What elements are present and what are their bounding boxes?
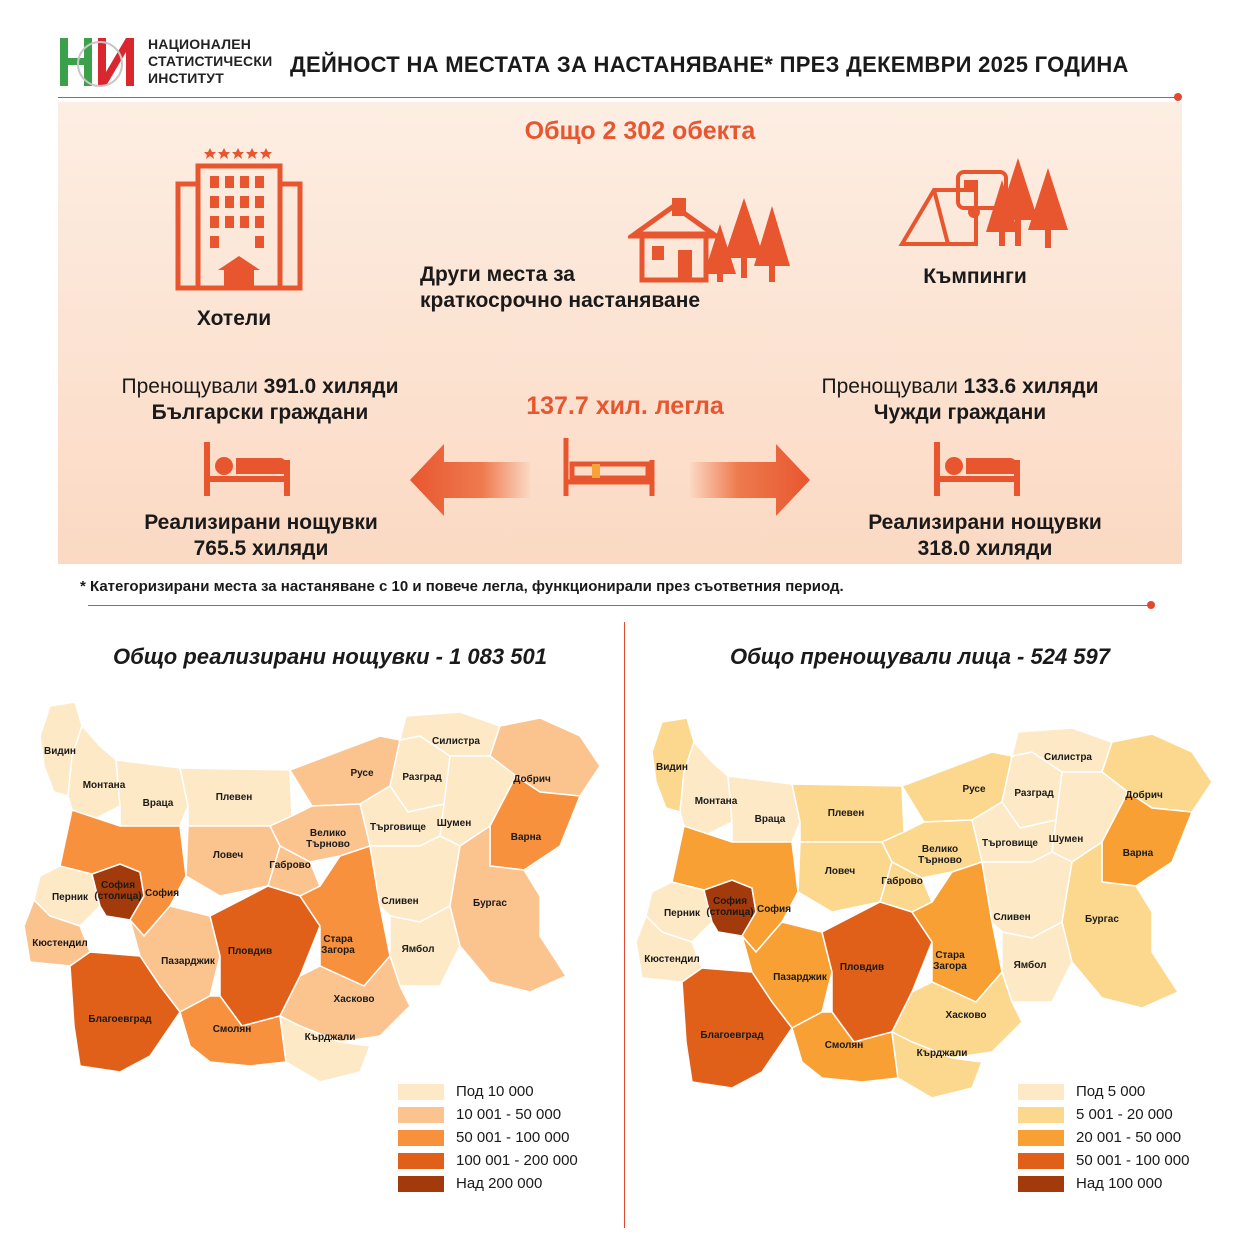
- region-label: Добрич: [1125, 790, 1163, 801]
- region-label: Търговище: [370, 822, 426, 833]
- legend-swatch: [1018, 1153, 1064, 1169]
- region-label: Ловеч: [212, 850, 244, 861]
- map2: [632, 712, 1232, 1102]
- map1: [20, 696, 620, 1086]
- region-ловеч: [186, 826, 280, 896]
- region-label: Хасково: [333, 994, 375, 1005]
- region-label: София: [756, 904, 792, 915]
- region-label: Сливен: [993, 912, 1031, 923]
- foreign-prefix: Пренощували: [821, 375, 964, 398]
- legend-label: 50 001 - 100 000: [1076, 1152, 1190, 1169]
- foreign-overnight: [800, 374, 1120, 426]
- region-label: Шумен: [436, 818, 472, 829]
- foreign-nights: [820, 510, 1150, 562]
- region-label: Кърджали: [916, 1048, 968, 1059]
- map-divider: [624, 622, 625, 1228]
- map1-legend-item: [398, 1172, 578, 1195]
- page-title: ДЕЙНОСТ НА МЕСТАТА ЗА НАСТАНЯВАНЕ* ПРЕЗ ДЕКЕМВРИ 2025 ГОДИНА: [290, 52, 1129, 77]
- bulgarian-nights-value: 765.5 хиляди: [193, 537, 329, 560]
- region-label: Хасково: [945, 1010, 987, 1021]
- region-label: Бургас: [1085, 914, 1119, 925]
- bulgarian-overnight-line-1: [100, 374, 420, 400]
- map2-legend-item: [1018, 1080, 1189, 1103]
- bulgarian-nights: [96, 510, 426, 562]
- region-label: Силистра: [432, 736, 480, 747]
- region-label: Ловеч: [824, 866, 856, 877]
- region-label: Смолян: [212, 1024, 252, 1035]
- foreign-nights-label: Реализирани нощувки: [868, 511, 1102, 534]
- legend-label: Под 5 000: [1076, 1083, 1146, 1100]
- legend-swatch: [1018, 1176, 1064, 1192]
- logo-line-3: ИНСТИТУТ: [148, 70, 224, 86]
- map2-legend-item: [1018, 1103, 1189, 1126]
- other-places-line-1: Други места за: [420, 263, 575, 286]
- region-label: Перник: [663, 908, 701, 919]
- legend-label: 20 001 - 50 000: [1076, 1129, 1182, 1146]
- region-label: Разград: [402, 772, 442, 783]
- other-places-label: [420, 262, 700, 314]
- region-label: Ямбол: [401, 944, 435, 955]
- region-label: Монтана: [82, 780, 126, 791]
- footnote: * Категоризирани места за настаняване с 10 и повече легла, функционирали през съответния период.: [80, 578, 844, 595]
- foreign-value: 133.6: [963, 375, 1017, 398]
- bulgarian-nights-label: Реализирани нощувки: [144, 511, 378, 534]
- bulgarian-citizens: Български граждани: [151, 401, 369, 424]
- region-label: Враца: [754, 814, 786, 825]
- region-label: Русе: [350, 768, 374, 779]
- region-ловеч: [798, 842, 892, 912]
- foreign-nights-value: 318.0 хиляди: [917, 537, 1053, 560]
- bulgarian-value: 391.0: [263, 375, 317, 398]
- nsi-logo: [58, 34, 138, 90]
- region-label: Сливен: [381, 896, 419, 907]
- map1-legend-item: [398, 1103, 578, 1126]
- arrow-left-icon: [410, 444, 530, 521]
- foreign-citizens: Чужди граждани: [873, 401, 1047, 424]
- bed-icon-bulgarian: [202, 440, 292, 503]
- hotels-label: Хотели: [196, 307, 272, 330]
- region-label: Габрово: [881, 876, 923, 887]
- foreign-suffix: хиляди: [1016, 375, 1099, 398]
- legend-label: Под 10 000: [456, 1083, 534, 1100]
- map1-legend-item: [398, 1080, 578, 1103]
- region-label: София (столица): [94, 880, 142, 902]
- footnote-rule: [88, 605, 1152, 606]
- camping-icon: [898, 150, 1070, 259]
- region-label: Благоевград: [88, 1014, 152, 1025]
- region-label: Добрич: [513, 774, 551, 785]
- legend-swatch: [398, 1107, 444, 1123]
- region-label: Пловдив: [839, 962, 885, 973]
- nsi-logo-text: [148, 36, 272, 87]
- legend-swatch: [398, 1176, 444, 1192]
- legend-swatch: [398, 1153, 444, 1169]
- nsi-logo-mark: [58, 34, 138, 90]
- region-label: Стара Загора: [321, 934, 355, 956]
- region-label: Русе: [962, 784, 986, 795]
- region-label: Разград: [1014, 788, 1054, 799]
- legend-label: 100 001 - 200 000: [456, 1152, 578, 1169]
- map1-svg: [20, 696, 620, 1086]
- legend-swatch: [1018, 1130, 1064, 1146]
- header-rule-dot: [1174, 93, 1182, 101]
- region-label: Плевен: [827, 808, 865, 819]
- region-label: Враца: [142, 798, 174, 809]
- legend-swatch: [1018, 1084, 1064, 1100]
- total-objects: Общо 2 302 обекта: [524, 117, 756, 145]
- header-rule: [58, 97, 1178, 98]
- region-label: Пловдив: [227, 946, 273, 957]
- region-label: Варна: [1122, 848, 1154, 859]
- other-places-line-2: краткосрочно настаняване: [420, 289, 701, 312]
- legend-swatch: [398, 1084, 444, 1100]
- region-label: Благоевград: [700, 1030, 764, 1041]
- bed-icon-foreign: [932, 440, 1022, 503]
- legend-label: Над 200 000: [456, 1175, 543, 1192]
- region-враца: [728, 776, 800, 842]
- region-label: Видин: [44, 746, 76, 757]
- legend-label: Над 100 000: [1076, 1175, 1163, 1192]
- region-label: Ямбол: [1013, 960, 1047, 971]
- region-label: Кърджали: [304, 1032, 356, 1043]
- region-label: Кюстендил: [32, 938, 88, 949]
- arrow-right-icon: [690, 444, 810, 521]
- region-label: Пазарджик: [161, 956, 215, 967]
- region-label: Шумен: [1048, 834, 1084, 845]
- legend-label: 50 001 - 100 000: [456, 1129, 570, 1146]
- region-label: Монтана: [694, 796, 738, 807]
- region-label: Пазарджик: [773, 972, 827, 983]
- legend-swatch: [398, 1130, 444, 1146]
- map2-svg: [632, 712, 1232, 1102]
- map2-legend: [1018, 1080, 1189, 1195]
- logo-line-2: СТАТИСТИЧЕСКИ: [148, 53, 273, 69]
- region-label: София: [144, 888, 180, 899]
- map2-legend-item: [1018, 1126, 1189, 1149]
- region-label: Бургас: [473, 898, 507, 909]
- campings-label: Къмпинги: [923, 265, 1027, 288]
- bulgarian-suffix: хиляди: [316, 375, 399, 398]
- foreign-overnight-line-1: [800, 374, 1120, 400]
- region-label: София (столица): [706, 896, 754, 918]
- region-label: Варна: [510, 832, 542, 843]
- bulgarian-overnight: [100, 374, 420, 426]
- region-label: Велико Търново: [306, 828, 350, 850]
- map1-legend-item: [398, 1149, 578, 1172]
- map1-title: Общо реализирани нощувки - 1 083 501: [113, 644, 547, 669]
- map2-title: Общо пренощували лица - 524 597: [729, 644, 1111, 669]
- map1-legend: [398, 1080, 578, 1195]
- footnote-rule-dot: [1147, 601, 1155, 609]
- beds-total: 137.7 хил. легла: [526, 392, 724, 420]
- region-label: Видин: [656, 762, 688, 773]
- legend-label: 10 001 - 50 000: [456, 1106, 562, 1123]
- bulgarian-prefix: Пренощували: [121, 375, 264, 398]
- bed-icon-center: [562, 438, 656, 503]
- region-label: Велико Търново: [918, 844, 962, 866]
- hotel-icon: [174, 142, 304, 297]
- region-label: Перник: [51, 892, 89, 903]
- region-label: Плевен: [215, 792, 253, 803]
- map2-legend-item: [1018, 1172, 1189, 1195]
- legend-swatch: [1018, 1107, 1064, 1123]
- region-label: Смолян: [824, 1040, 864, 1051]
- map1-legend-item: [398, 1126, 578, 1149]
- region-label: Стара Загора: [933, 950, 967, 972]
- legend-label: 5 001 - 20 000: [1076, 1106, 1173, 1123]
- region-label: Търговище: [982, 838, 1038, 849]
- region-label: Силистра: [1044, 752, 1092, 763]
- map2-legend-item: [1018, 1149, 1189, 1172]
- region-враца: [116, 760, 188, 826]
- region-label: Габрово: [269, 860, 311, 871]
- logo-line-1: НАЦИОНАЛЕН: [148, 36, 252, 52]
- region-label: Кюстендил: [644, 954, 700, 965]
